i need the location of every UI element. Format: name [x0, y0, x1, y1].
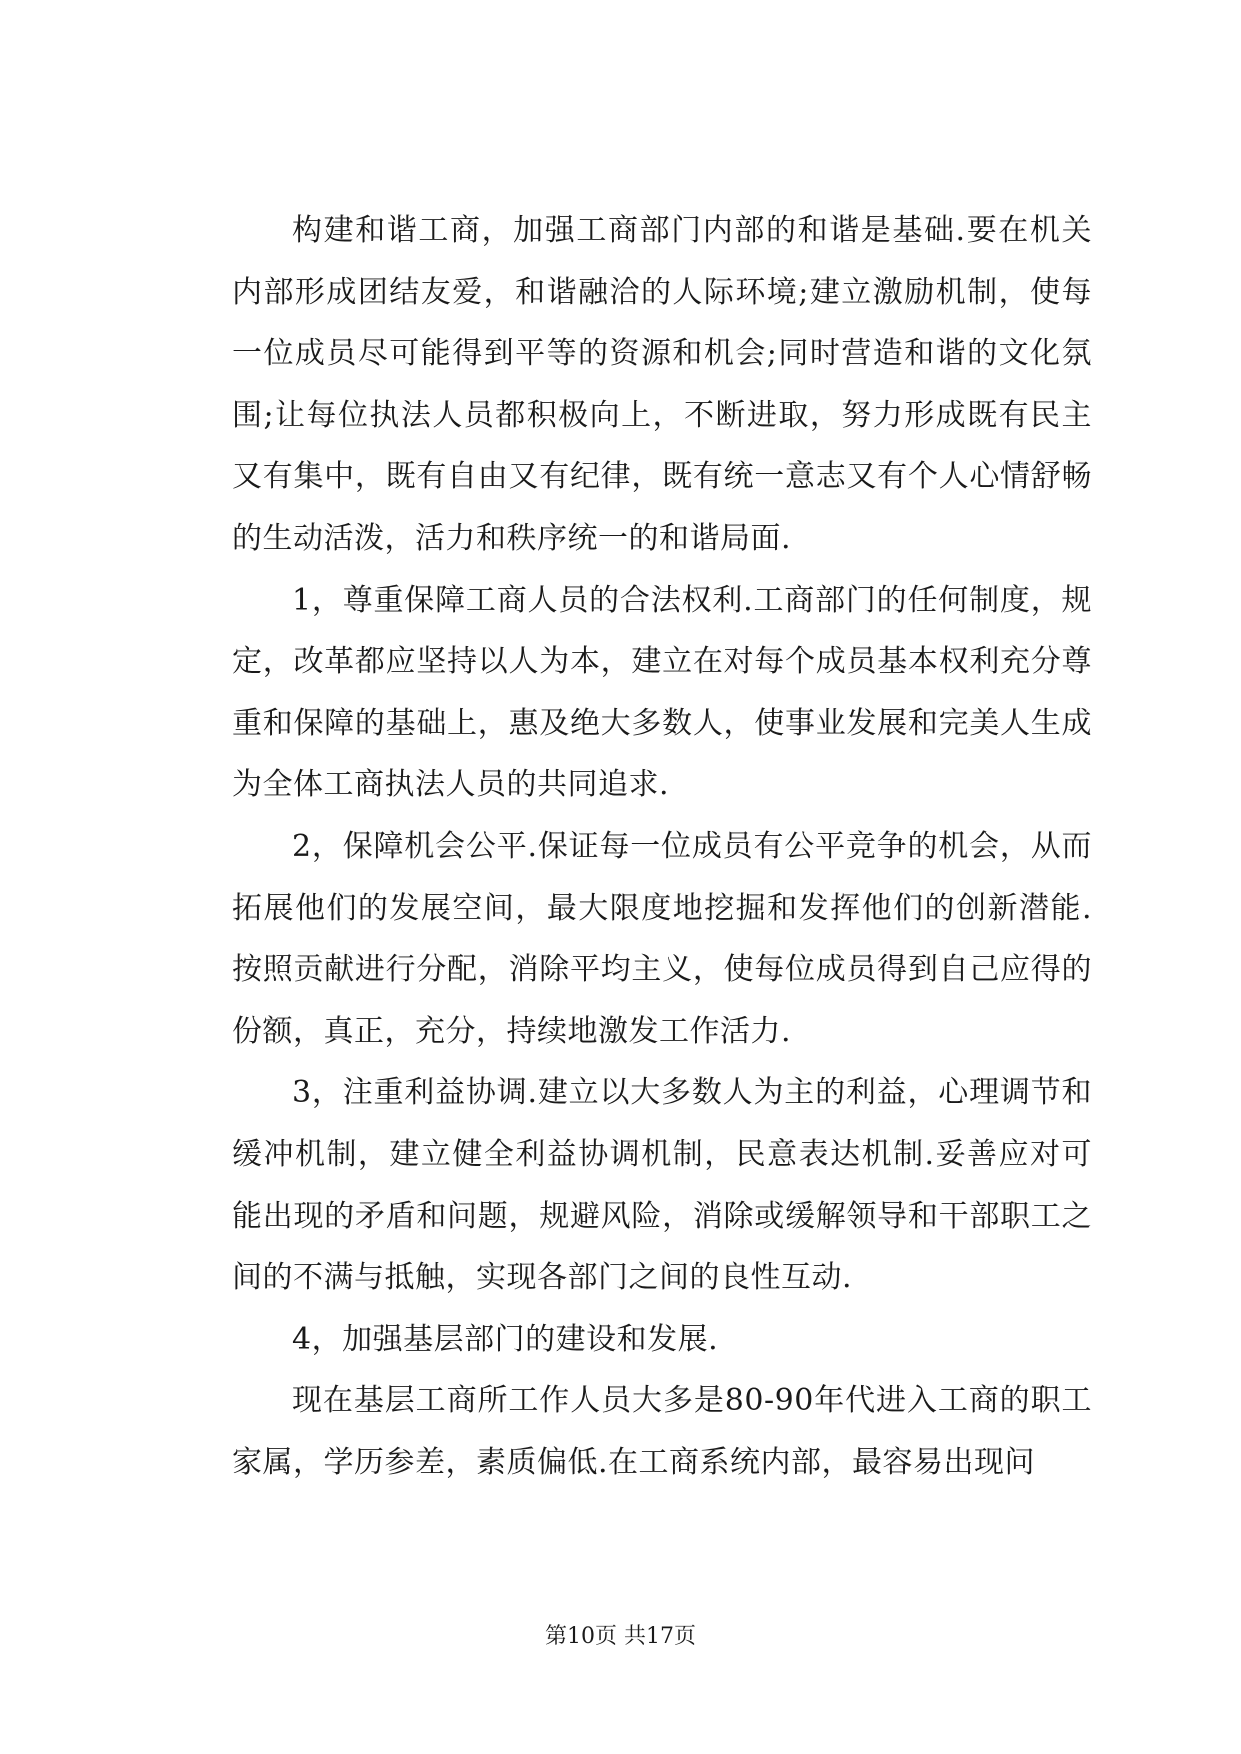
paragraph-item-4: 4，加强基层部门的建设和发展.: [292, 1321, 719, 1357]
paragraph-intro: 构建和谐工商，加强工商部门内部的和谐是基础.要在机关内部形成团结友爱，和谐融洽的人际环境;建立激励机制，使每一位成员尽可能得到平等的资源和机会;同时营造和谐的文化氛围;让每位执法人员都积极向上，不断进取，努力形成既有民主又有集中，既有自由又有纪律，既有统一意志又有个人心情舒畅的生动活泼，活力和秩序统一的和谐局面.: [232, 213, 1092, 556]
document-body: [232, 200, 1092, 1493]
paragraph-item-1: 1，尊重保障工商人员的合法权利.工商部门的任何制度，规定，改革都应坚持以人为本，建立在对每个成员基本权利充分尊重和保障的基础上，惠及绝大多数人，使事业发展和完美人生成为全体工商执法人员的共同追求.: [232, 582, 1092, 803]
paragraph-grassroots: 现在基层工商所工作人员大多是80-90年代进入工商的职工家属，学历参差，素质偏低.在工商系统内部，最容易出现问: [232, 1383, 1092, 1480]
page-number-footer: 第10页 共17页: [545, 1624, 696, 1649]
paragraph-item-3: 3，注重利益协调.建立以大多数人为主的利益，心理调节和缓冲机制，建立健全利益协调机制，民意表达机制.妥善应对可能出现的矛盾和问题，规避风险，消除或缓解领导和干部职工之间的不满与抵触，实现各部门之间的良性互动.: [232, 1075, 1092, 1296]
paragraph-item-2: 2，保障机会公平.保证每一位成员有公平竞争的机会，从而拓展他们的发展空间，最大限度地挖掘和发挥他们的创新潜能.按照贡献进行分配，消除平均主义，使每位成员得到自己应得的份额，真正，充分，持续地激发工作活力.: [232, 828, 1092, 1049]
